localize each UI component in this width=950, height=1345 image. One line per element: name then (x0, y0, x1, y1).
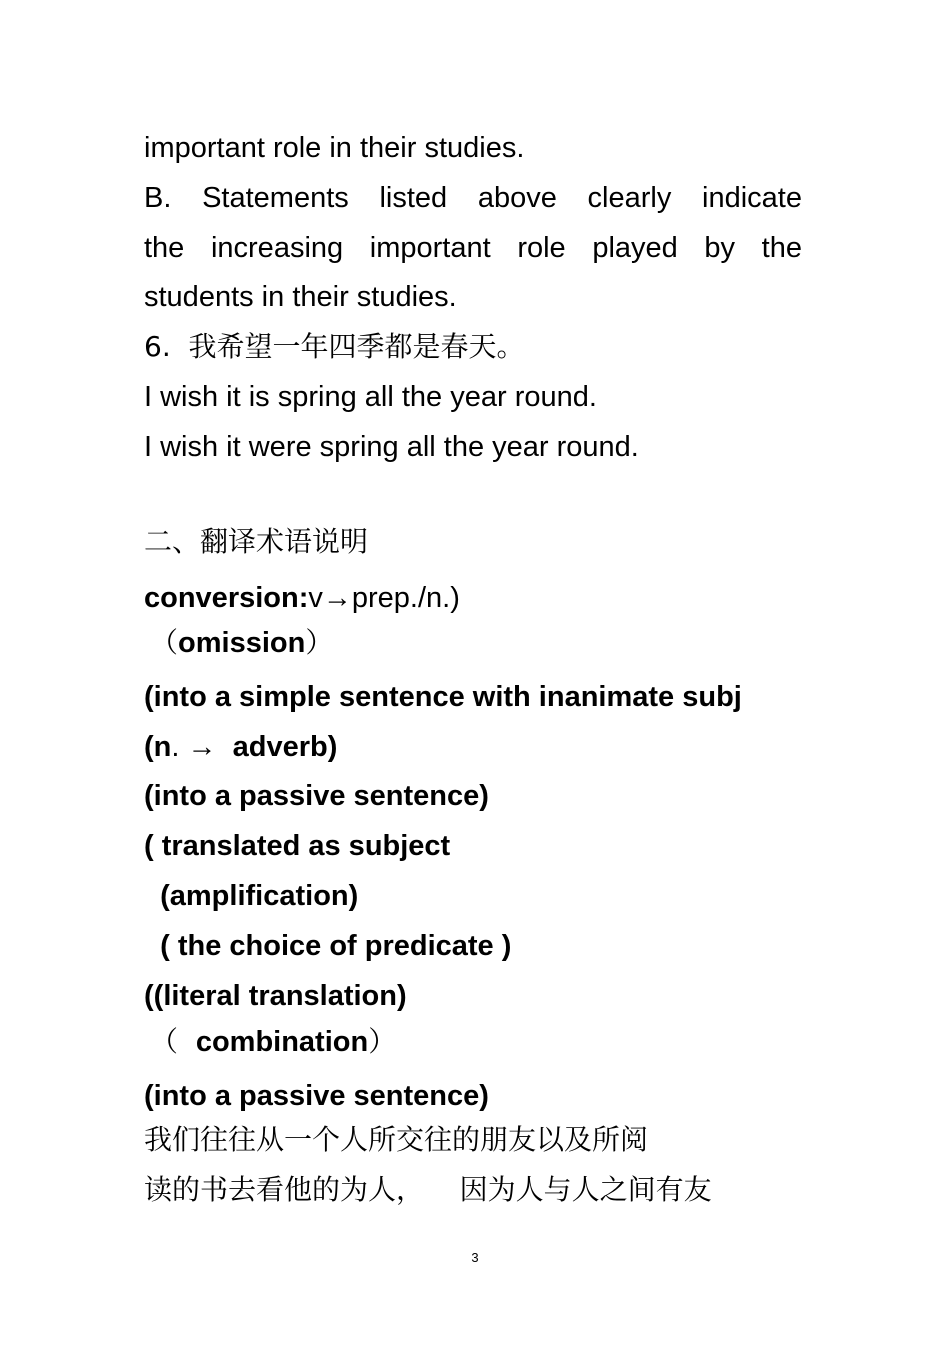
bracket: ） (305, 626, 334, 659)
text-line: I wish it is spring all the year round. (144, 381, 597, 413)
text-line: important role in their studies. (144, 132, 525, 164)
bracket: （ (150, 626, 179, 659)
section-heading: 二、翻译术语说明 (144, 525, 369, 558)
term: combination (195, 1026, 369, 1058)
text-line: ( translated as subject (144, 830, 451, 862)
text-line (150, 625, 333, 661)
term: conversion: (144, 582, 309, 614)
text-line (144, 580, 460, 616)
term-note: v→prep./n.) (308, 582, 460, 614)
text-line: 读的书去看他的为人， 因为人与人之间有友 (144, 1173, 712, 1206)
text-line (150, 1024, 396, 1060)
text-line: B. Statements listed above clearly indicate (144, 182, 802, 214)
text-line: (amplification) (144, 880, 359, 912)
text-line: the increasing important role played by the (144, 232, 802, 264)
text-line (144, 729, 337, 765)
page-number: 3 (471, 1250, 479, 1265)
bracket: （ (150, 1025, 196, 1058)
text-line: I wish it were spring all the year round. (144, 431, 639, 463)
text-line: (into a passive sentence) (144, 1080, 489, 1112)
text-line: (into a simple sentence with inanimate subj (144, 681, 742, 713)
bracket: ） (368, 1025, 397, 1058)
text-line: ( the choice of predicate ) (144, 930, 512, 962)
term: omission (178, 627, 306, 659)
text-line: 6. 我希望一年四季都是春天。 (144, 330, 525, 363)
term-note: . → (171, 731, 233, 763)
text-line: students in their studies. (144, 281, 457, 313)
term: adverb) (232, 731, 338, 763)
text-line: 我们往往从一个人所交往的朋友以及所阅 (144, 1123, 649, 1156)
text-line: ((literal translation) (144, 980, 407, 1012)
term: (n (144, 731, 172, 763)
text-line: (into a passive sentence) (144, 780, 489, 812)
